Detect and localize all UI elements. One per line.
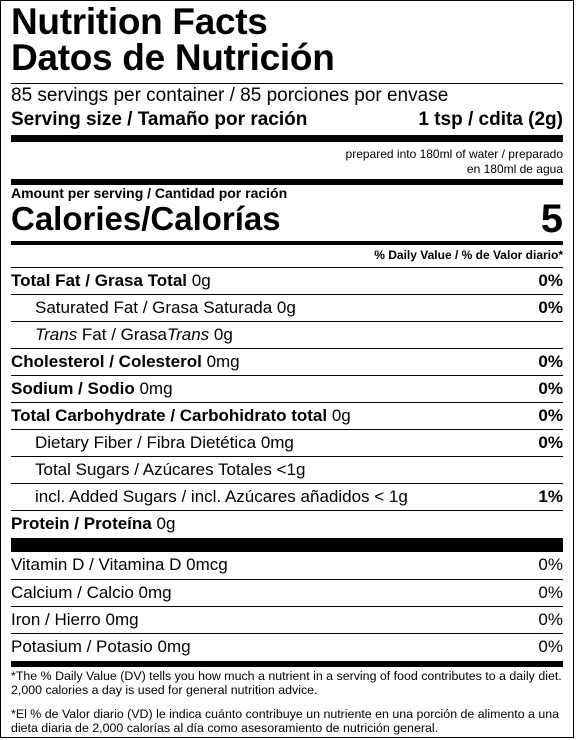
nutrient-dv: 0% bbox=[538, 379, 563, 398]
vitamin-row bbox=[11, 579, 563, 606]
nutrient-row-protein bbox=[11, 510, 563, 537]
title-spanish: Datos de Nutrición bbox=[11, 37, 335, 78]
nutrient-amount: <1g bbox=[276, 460, 306, 479]
medium-bar bbox=[11, 241, 563, 245]
vitamin-row bbox=[11, 606, 563, 633]
nutrient-row-dietary-fiber bbox=[11, 429, 563, 456]
serving-size-value: 1 tsp / cdita (2g) bbox=[418, 109, 563, 130]
nutrient-row-total-fat bbox=[11, 267, 563, 294]
nutrient-name: Sodium / Sodio bbox=[11, 379, 135, 398]
serving-size-label: Serving size / Tamaño por ración bbox=[11, 109, 308, 130]
nutrient-name: Protein / Proteína bbox=[11, 514, 152, 533]
prep-line-2: en 180ml de agua bbox=[466, 162, 563, 176]
title-english: Nutrition Facts bbox=[11, 1, 268, 42]
nutrient-amount: 0g bbox=[156, 514, 176, 533]
divider bbox=[11, 83, 563, 84]
trans-word: Trans bbox=[35, 325, 78, 344]
nutrient-row-total-sugars bbox=[11, 456, 563, 483]
nutrient-row-added-sugars bbox=[11, 483, 563, 510]
thick-bar bbox=[11, 661, 563, 667]
nutrient-name: Dietary Fiber / Fibra Dietética bbox=[35, 433, 257, 452]
nutrient-name: Cholesterol / Colesterol bbox=[11, 352, 202, 371]
footnote-spanish: *El % de Valor diario (VD) le indica cuánto contribuye un nutriente en una porción de alimento a una dieta diaria de 2,000 calorías al día como asesoramiento de nutrición general. bbox=[11, 707, 560, 735]
vitamin-row bbox=[11, 633, 563, 660]
nutrient-dv: 0% bbox=[538, 298, 563, 317]
preparation-note bbox=[11, 147, 563, 177]
nutrient-name: incl. Added Sugars / incl. Azúcares añadidos bbox=[35, 487, 370, 506]
calories-row bbox=[11, 199, 563, 239]
nutrient-amount: 0mg bbox=[260, 433, 294, 452]
vitamin-name: Iron / Hierro bbox=[11, 610, 101, 629]
nutrient-name: Total Carbohydrate / Carbohidrato total bbox=[11, 406, 328, 425]
nutrient-dv: 0% bbox=[538, 271, 563, 290]
nutrient-dv: 0% bbox=[538, 352, 563, 371]
servings-per-container: 85 servings per container / 85 porciones por envase bbox=[11, 85, 449, 106]
nutrient-row-cholesterol bbox=[11, 348, 563, 375]
vitamin-name: Calcium / Calcio bbox=[11, 583, 134, 602]
trans-mid: Fat / Grasa bbox=[77, 325, 167, 344]
vitamin-row bbox=[11, 552, 563, 578]
vitamin-dv: 0% bbox=[538, 637, 563, 656]
nutrient-name: Total Fat / Grasa Total bbox=[11, 271, 188, 290]
vitamin-amount: 0mg bbox=[157, 637, 191, 656]
amount-per-serving: Amount per serving / Cantidad por ración bbox=[11, 185, 288, 201]
nutrient-name: Saturated Fat / Grasa Saturada bbox=[35, 298, 273, 317]
nutrient-amount: < 1g bbox=[374, 487, 408, 506]
vitamin-name: Vitamin D / Vitamina D bbox=[11, 555, 182, 574]
nutrient-amount: 0mg bbox=[139, 379, 173, 398]
daily-value-header: % Daily Value / % de Valor diario* bbox=[374, 248, 563, 262]
trans-word-es: Trans bbox=[166, 325, 210, 344]
vitamin-amount: 0mcg bbox=[186, 555, 228, 574]
nutrient-dv: 0% bbox=[538, 433, 563, 452]
calories-label: Calories/Calorías bbox=[11, 200, 281, 237]
nutrient-row-saturated-fat bbox=[11, 294, 563, 321]
vitamin-dv: 0% bbox=[538, 583, 563, 602]
thick-bar bbox=[11, 135, 563, 142]
nutrient-row-total-carbohydrate bbox=[11, 402, 563, 429]
vitamin-dv: 0% bbox=[538, 610, 563, 629]
nutrient-dv: 1% bbox=[538, 487, 563, 506]
vitamin-amount: 0mg bbox=[138, 583, 172, 602]
nutrient-dv: 0% bbox=[538, 406, 563, 425]
serving-size bbox=[11, 108, 563, 132]
vitamin-name: Potasium / Potasio bbox=[11, 637, 153, 656]
nutrient-row-sodium bbox=[11, 375, 563, 402]
thick-bar bbox=[11, 538, 563, 552]
calories-value: 5 bbox=[540, 197, 563, 241]
nutrient-amount: 0mg bbox=[206, 352, 240, 371]
nutrient-amount: 0g bbox=[191, 271, 211, 290]
prep-line-1: prepared into 180ml of water / preparado bbox=[345, 147, 563, 161]
vitamin-amount: 0mg bbox=[105, 610, 139, 629]
nutrient-amount: 0g bbox=[276, 298, 296, 317]
nutrient-amount: 0g bbox=[331, 406, 351, 425]
nutrient-amount: 0g bbox=[213, 325, 233, 344]
footnote-english: *The % Daily Value (DV) tells you how much a nutrient in a serving of food contributes to a daily diet. 2,000 calories a day is used for general nutrition advice. bbox=[11, 669, 562, 697]
vitamin-dv: 0% bbox=[538, 555, 563, 574]
nutrient-row-trans-fat bbox=[11, 321, 563, 348]
nutrient-name: Total Sugars / Azúcares Totales bbox=[35, 460, 272, 479]
